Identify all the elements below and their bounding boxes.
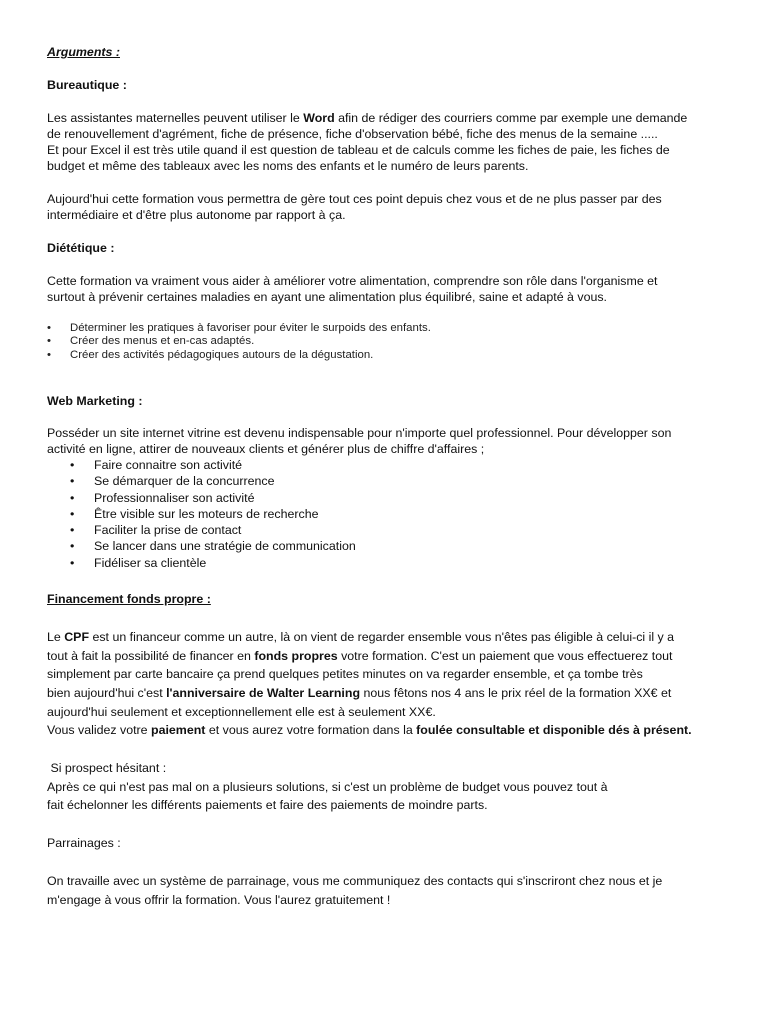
text-line: Aujourd'hui cette formation vous permettra de gère tout ces point depuis chez vous et de ne plus passer par des	[47, 192, 662, 206]
text-line: m'engage à vous offrir la formation. Vous l'aurez gratuitement !	[47, 893, 391, 907]
text-line: Vous validez votre paiement et vous aurez votre formation dans la foulée consultable et disponible dés à présent.	[47, 723, 692, 737]
list-item: • Faciliter la prise de contact	[70, 522, 356, 538]
list-item: • Se démarquer de la concurrence	[70, 473, 356, 489]
text-line: fait échelonner les différents paiements et faire des paiements de moindre parts.	[47, 798, 488, 812]
text-line: budget et même des tableaux avec les noms des enfants et le numéro de leurs parents.	[47, 159, 529, 173]
financement-heading: Financement fonds propre :	[47, 592, 211, 606]
text-line: surtout à prévenir certaines maladies en ayant une alimentation plus équilibré, saine et adapté à vous.	[47, 290, 607, 304]
list-item: • Faire connaitre son activité	[70, 457, 356, 473]
list-item: • Fidéliser sa clientèle	[70, 555, 356, 571]
prospect-heading: Si prospect hésitant :	[47, 761, 167, 775]
text-line: Les assistantes maternelles peuvent utiliser le Word afin de rédiger des courriers comme par exemple une demande	[47, 111, 688, 125]
list-item: • Être visible sur les moteurs de recherche	[70, 506, 356, 522]
text-line: tout à fait la possibilité de financer en fonds propres votre formation. C'est un paiement que vous effectuerez tout	[47, 649, 673, 663]
dietetique-heading: Diététique :	[47, 241, 115, 255]
text-line: Après ce qui n'est pas mal on a plusieurs solutions, si c'est un problème de budget vous pouvez tout à	[47, 780, 608, 794]
text-line: On travaille avec un système de parrainage, vous me communiquez des contacts qui s'inscriront chez nous et je	[47, 874, 663, 888]
dietetique-list	[47, 322, 431, 362]
text-line: simplement par carte bancaire ça prend quelques petites minutes on va regarder ensemble, et ça tombe très	[47, 667, 643, 681]
list-item: • Créer des activités pédagogiques autours de la dégustation.	[47, 349, 431, 362]
text-line: Le CPF est un financeur comme un autre, là on vient de regarder ensemble vous n'êtes pas éligible à celui-ci il y a	[47, 630, 675, 644]
web-marketing-heading: Web Marketing :	[47, 394, 143, 408]
list-item: • Se lancer dans une stratégie de communication	[70, 538, 356, 554]
list-item: • Déterminer les pratiques à favoriser pour éviter le surpoids des enfants.	[47, 322, 431, 335]
bureautique-heading: Bureautique :	[47, 78, 127, 92]
text-line: aujourd'hui seulement et exceptionnellement elle est à seulement XX€.	[47, 705, 436, 719]
list-item: • Créer des menus et en-cas adaptés.	[47, 335, 431, 348]
text-line: Cette formation va vraiment vous aider à améliorer votre alimentation, comprendre son rôle dans l'organisme et	[47, 274, 658, 288]
parrainages-heading: Parrainages :	[47, 836, 121, 850]
list-item: • Professionnaliser son activité	[70, 490, 356, 506]
web-marketing-list	[70, 457, 356, 571]
text-line: Posséder un site internet vitrine est devenu indispensable pour n'importe quel professionnel. Pour développer son	[47, 426, 672, 440]
text-line: intermédiaire et d'être plus autonome par rapport à ça.	[47, 208, 346, 222]
text-line: activité en ligne, attirer de nouveaux clients et générer plus de chiffre d'affaires ;	[47, 442, 485, 456]
text-line: bien aujourd'hui c'est l'anniversaire de Walter Learning nous fêtons nos 4 ans le prix réel de la formation XX€ et	[47, 686, 672, 700]
arguments-heading: Arguments :	[47, 45, 120, 59]
text-line: Et pour Excel il est très utile quand il est question de tableau et de calculs comme les fiches de paie, les fiches de	[47, 143, 670, 157]
text-line: de renouvellement d'agrément, fiche de présence, fiche d'observation bébé, fiche des menus de la semaine .....	[47, 127, 658, 141]
